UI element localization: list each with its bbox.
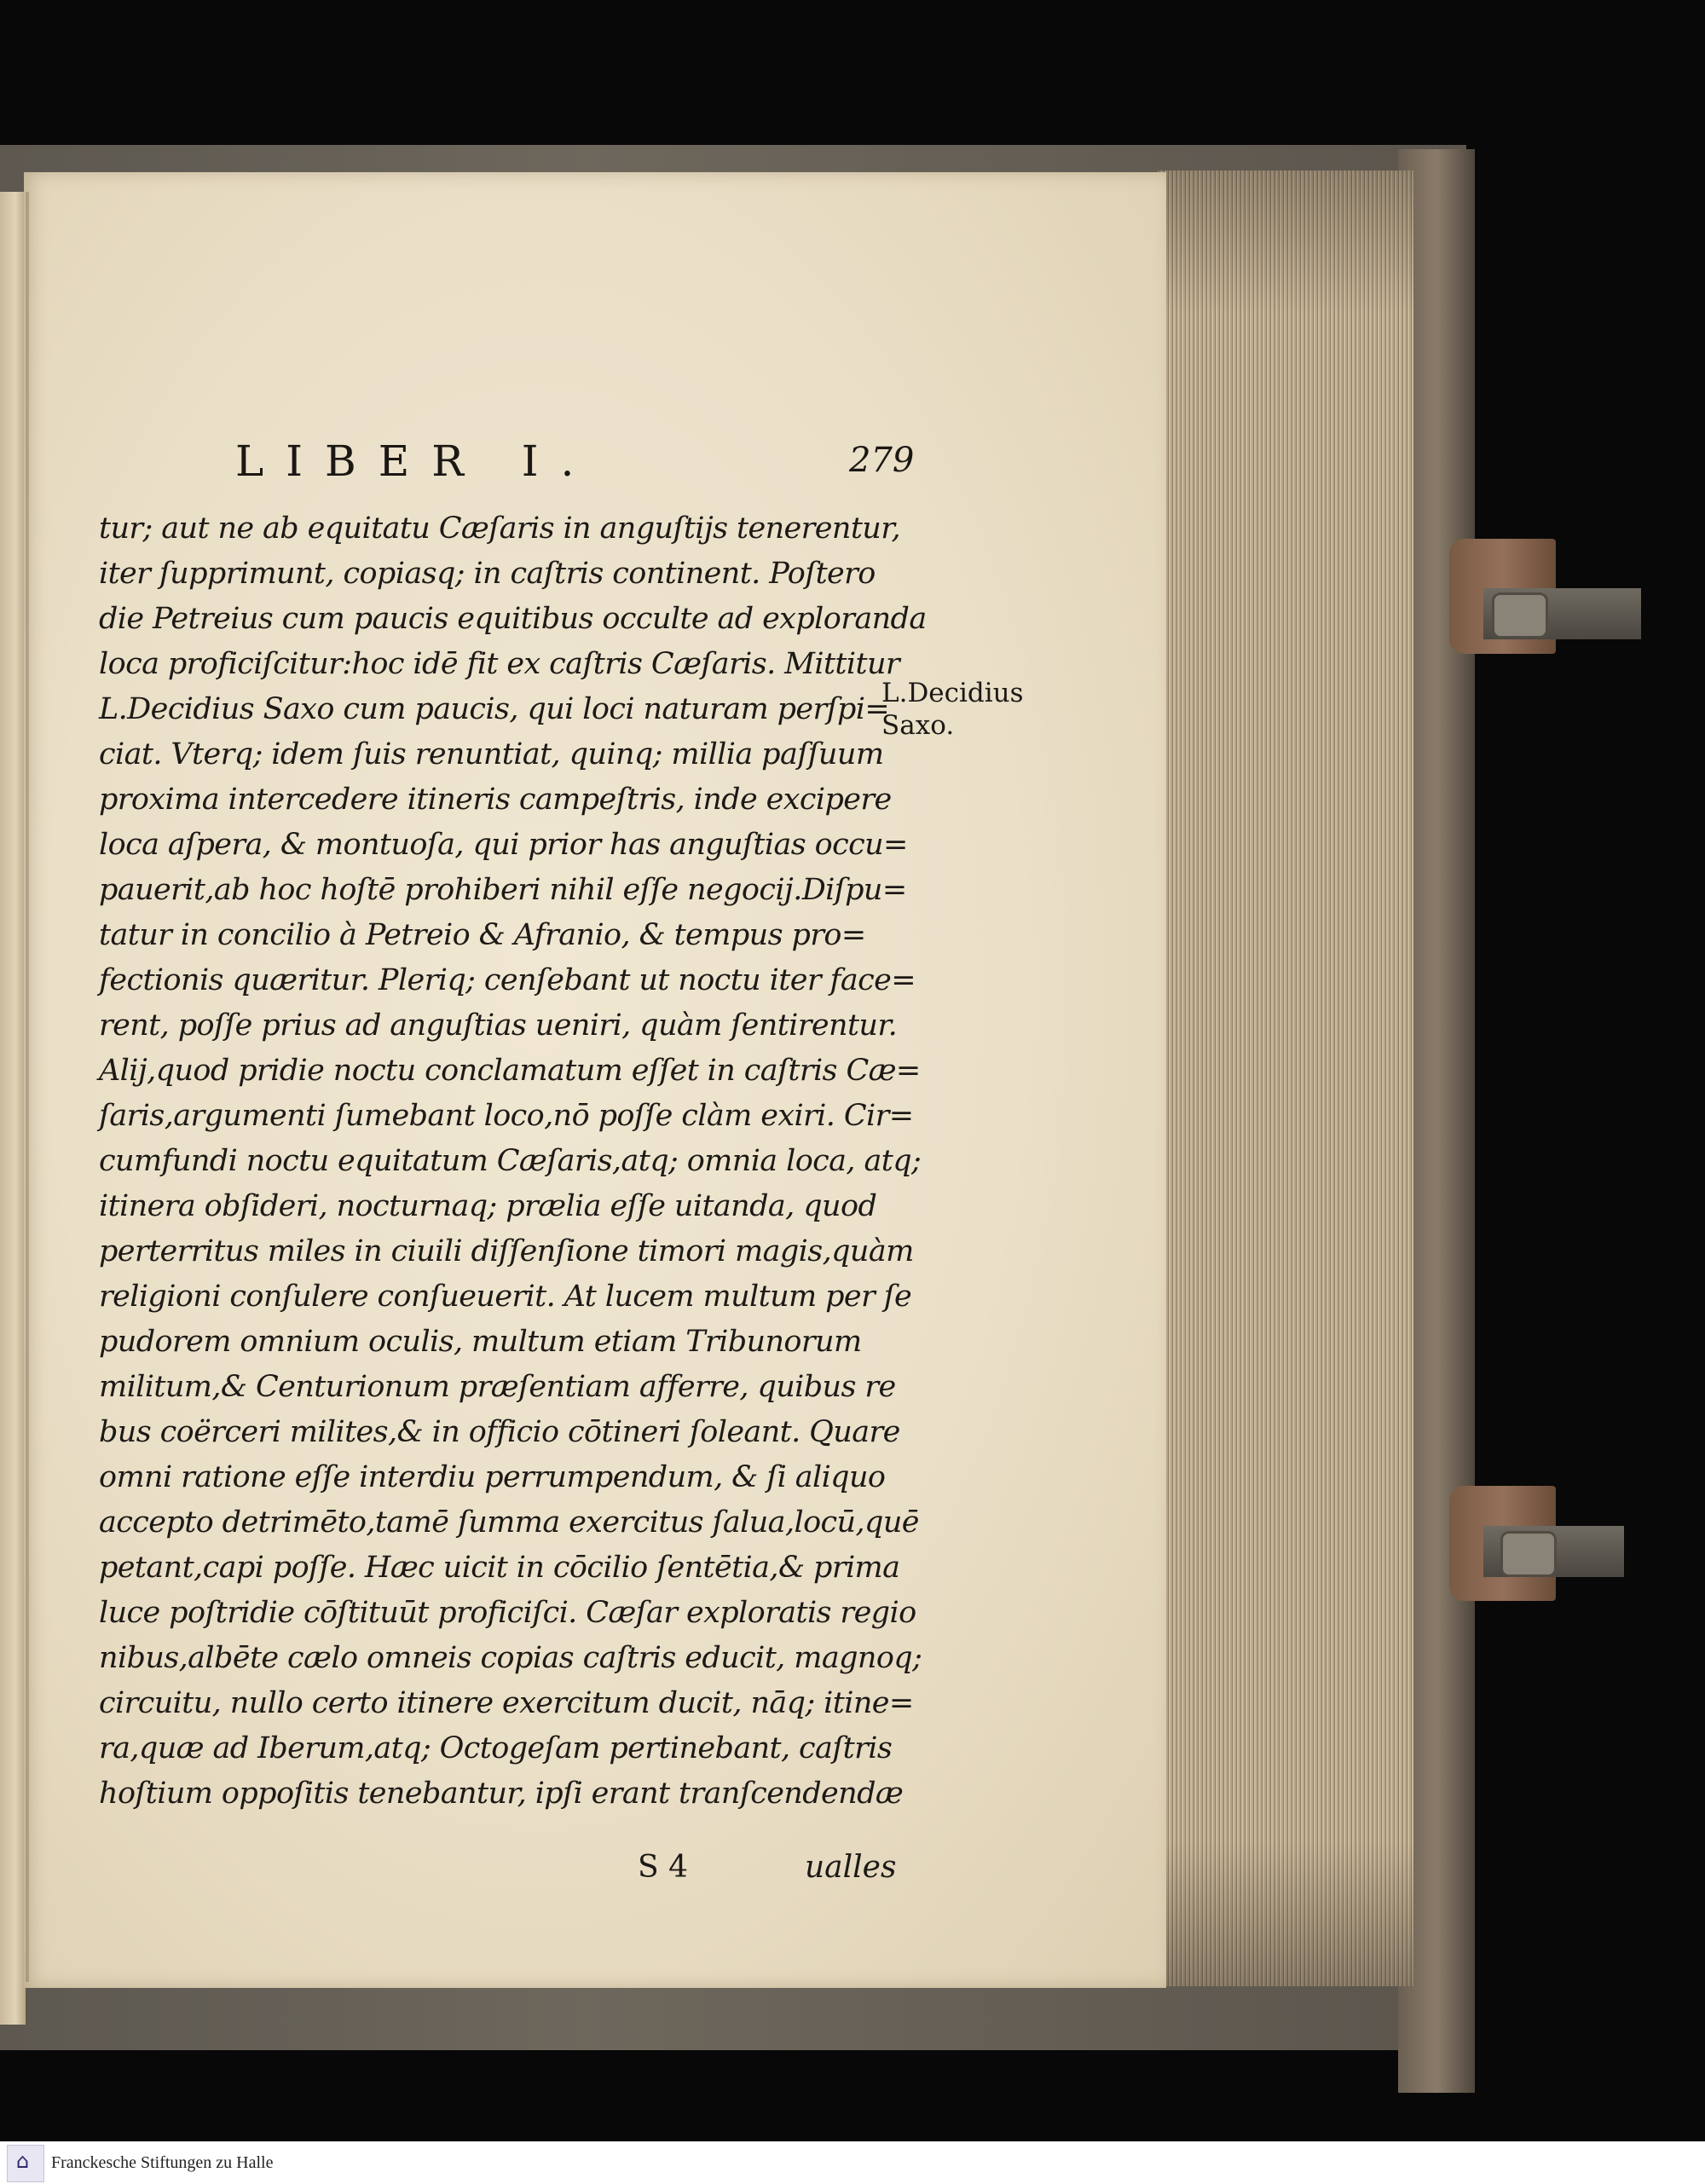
text-line: bus coërceri milites,& in officio cōtineri ſoleant. Quare — [99, 1415, 900, 1449]
institution-logo-icon — [7, 2145, 44, 2182]
text-line: cumfundi noctu equitatum Cæſaris,atq; omnia loca, atq; — [99, 1144, 922, 1178]
text-line: loca proficiſcitur:hoc idē fit ex caſtris Cæſaris. Mittitur — [99, 647, 900, 681]
text-line: nibus,albēte cælo omneis copias caſtris educit, magnoq; — [99, 1641, 922, 1675]
margin-note-line: Saxo. — [881, 710, 955, 741]
page-header — [235, 436, 917, 488]
text-line: pudorem omnium oculis, multum etiam Tribunorum — [99, 1325, 862, 1359]
text-line: militum,& Centurionum præſentiam afferre, quibus re — [99, 1370, 896, 1404]
page-number: 279 — [849, 441, 915, 480]
text-line: tur; aut ne ab equitatu Cæſaris in anguſtijs tenerentur, — [99, 511, 901, 546]
text-line: accepto detrimēto,tamē ſumma exercitus ſalua,locū,quē — [99, 1505, 919, 1540]
lower-clasp-knob — [1500, 1531, 1557, 1577]
text-line: hoſtium oppoſitis tenebantur, ipſi erant tranſcendendæ — [99, 1777, 904, 1811]
book-page — [24, 172, 1166, 1988]
text-line: petant,capi poſſe. Hæc uicit in cōcilio ſentētia,& prima — [99, 1551, 900, 1585]
text-line: ra,quæ ad Iberum,atq; Octogeſam pertinebant, caſtris — [99, 1731, 893, 1765]
margin-note — [881, 677, 1052, 742]
text-line: omni ratione eſſe interdiu perrumpendum, & ſi aliquo — [99, 1460, 886, 1494]
text-line: perterritus miles in ciuili diſſenſione timori magis,quàm — [99, 1234, 914, 1268]
body-text — [99, 506, 927, 1817]
text-line: Alij,quod pridie noctu conclamatum eſſet in caſtris Cæ= — [99, 1054, 921, 1088]
upper-clasp-knob — [1492, 592, 1548, 638]
text-line: religioni conſulere conſueuerit. At lucem multum per ſe — [99, 1280, 912, 1314]
text-line: die Petreius cum paucis equitibus occulte ad exploranda — [99, 602, 927, 636]
text-line: ciat. Vterq; idem ſuis renuntiat, quinq; millia paſſuum — [99, 737, 884, 771]
viewer-footer — [0, 2141, 1705, 2184]
text-line: ſaris,argumenti ſumebant loco,nō poſſe clàm exiri. Cir= — [99, 1099, 914, 1133]
margin-note-line: L.Decidius — [881, 678, 1024, 708]
institution-name: Franckesche Stiftungen zu Halle — [51, 2153, 274, 2172]
text-line: loca aſpera, & montuoſa, qui prior has anguſtias occu= — [99, 828, 908, 862]
text-line: iter ſupprimunt, copiasq; in caſtris continent. Poſtero — [99, 557, 876, 591]
signature-mark: S 4 — [638, 1850, 689, 1885]
catchword: ualles — [805, 1850, 897, 1885]
text-line: rent, poſſe prius ad anguſtias ueniri, quàm ſentirentur. — [99, 1008, 898, 1043]
text-line: luce poſtridie cōſtituūt proficiſci. Cæſar exploratis regio — [99, 1596, 916, 1630]
text-line: L.Decidius Saxo cum paucis, qui loci naturam perſpi= — [99, 692, 890, 726]
text-line: pauerit,ab hoc hoſtē prohiberi nihil eſſe negocij.Diſpu= — [99, 873, 907, 907]
text-line: proxima intercedere itineris campeſtris, inde excipere — [99, 783, 892, 817]
text-line: itinera obſideri, nocturnaq; prælia eſſe uitanda, quod — [99, 1189, 877, 1223]
text-line: circuitu, nullo certo itinere exercitum ducit, nāq; itine= — [99, 1686, 914, 1720]
text-line: tatur in concilio à Petreio & Afranio, & tempus pro= — [99, 918, 866, 952]
running-title: LIBER I. — [235, 436, 597, 486]
text-line: fectionis quæritur. Pleriq; cenſebant ut noctu iter face= — [99, 963, 916, 997]
facing-page-edge — [0, 192, 26, 2025]
